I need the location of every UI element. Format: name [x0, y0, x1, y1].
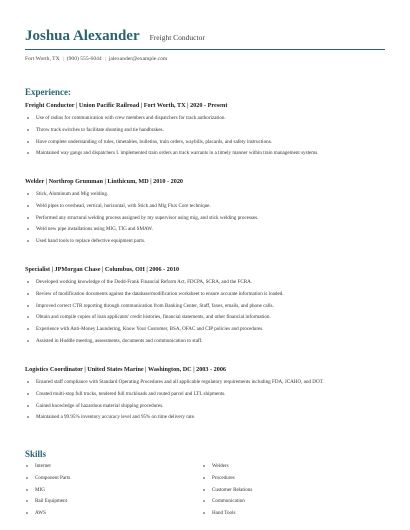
- job-bullet: Created multi-stop full trucks, tendered full truckloads and routed parcel and LTL shipments.: [25, 391, 385, 403]
- job-bullet: Maintained a 99.95% inventory accuracy level and 95% on time delivery rate.: [25, 414, 385, 426]
- skill-item: Rail Equipment: [25, 498, 70, 510]
- skill-item: Procedures: [202, 475, 252, 487]
- job-bullet: Stick, Aluminum and Mig welding.: [25, 191, 385, 203]
- contact-separator: |: [104, 56, 106, 62]
- job-entry: [25, 266, 385, 350]
- skills-column-right: [202, 463, 252, 522]
- job-bullets: [25, 191, 385, 250]
- job-bullet: Have complete understanding of rules, timetables, bulletins, train orders, waybills, placards, and safety instructions.: [25, 139, 385, 151]
- skill-item: Internet: [25, 463, 70, 475]
- job-bullet: Assisted in Huddle meeting, assessments, documents and communication to staff.: [25, 338, 385, 350]
- job-bullet: Improved correct CTR reporting through communication from Banking Center, Staff, faxes, emails, and phone calls.: [25, 303, 385, 315]
- job-bullet: Use of radios for communication with crew members and dispatchers for track authorization.: [25, 115, 385, 127]
- contact-email[interactable]: jalexander@example.com: [108, 56, 168, 62]
- job-bullets: [25, 379, 385, 426]
- resume-header: [25, 27, 385, 45]
- job-bullets: [25, 115, 385, 162]
- job-bullet: Experience with Anti-Money Laundering, Know Your Customer, BSA, OFAC and CIP policies and procedures.: [25, 326, 385, 338]
- skill-item: Communication: [202, 498, 252, 510]
- candidate-name: Joshua Alexander: [25, 28, 140, 44]
- skills-heading: Skills: [25, 449, 47, 459]
- job-bullet: Ensured staff compliance with Standard Operating Procedures and all applicable regulatory requirements including FDA, JCAHO, and DOT.: [25, 379, 385, 391]
- job-bullet: Performed any structural welding process assigned by my supervisor using mig, and stick welding processes.: [25, 215, 385, 227]
- skill-item: Welders: [202, 463, 252, 475]
- experience-heading: Experience:: [25, 87, 71, 97]
- skill-item: MIG: [25, 487, 70, 499]
- header-divider: [25, 49, 385, 50]
- contact-phone: (900) 555-6044: [66, 56, 102, 62]
- job-bullet: Obtain and compile copies of loan applicants' credit histories, financial statements, and other financial information.: [25, 314, 385, 326]
- job-bullet: Review of modification documents against the database/modification worksheet to ensure accurate information is loaded.: [25, 291, 385, 303]
- job-header: Specialist | JPMorgan Chase | Columbus, OH | 2006 - 2010: [25, 266, 180, 273]
- job-bullet: Weld pipes to overhead, vertical, horizontal, with Stick and Mig Flux Core technique.: [25, 203, 385, 215]
- job-entry: [25, 102, 385, 162]
- skill-item: Customer Relations: [202, 487, 252, 499]
- job-bullet: Developed working knowledge of the Dodd-Frank Financial Reform Act, FDCPA, SCRA, and the FCRA.: [25, 279, 385, 291]
- skill-item: Hand Tools: [202, 510, 252, 522]
- job-entry: [25, 366, 385, 426]
- skill-item: AWS: [25, 510, 70, 522]
- job-bullet: Throw track switches to facilitate shunting and tie handbrakes.: [25, 127, 385, 139]
- job-bullet: Weld new pipe installations using MIG, TIG and SMAW.: [25, 226, 385, 238]
- contact-location: Fort Worth, TX: [25, 56, 60, 62]
- job-header: Logistics Coordinator | United States Marine | Washington, DC | 2003 - 2006: [25, 366, 227, 373]
- candidate-title: Freight Conductor: [149, 33, 205, 42]
- job-bullet: Gained knowledge of hazardous material shipping procedures.: [25, 403, 385, 415]
- contact-line: [25, 56, 167, 62]
- job-bullets: [25, 279, 385, 350]
- job-header: Welder | Northrop Grumman | Linthicum, MD | 2010 - 2020: [25, 178, 184, 185]
- job-bullet: Used hand tools to replace defective equipment parts.: [25, 238, 385, 250]
- job-entry: [25, 178, 385, 250]
- contact-separator: |: [62, 56, 64, 62]
- skills-column-left: [25, 463, 70, 522]
- job-header: Freight Conductor | Union Pacific Railroad | Fort Worth, TX | 2020 - Present: [25, 102, 228, 109]
- job-bullet: Maintained way gangs and dispatchers I. implemented train orders an track warrants in a timely manner within train management systems.: [25, 150, 385, 162]
- skill-item: Component Parts: [25, 475, 70, 487]
